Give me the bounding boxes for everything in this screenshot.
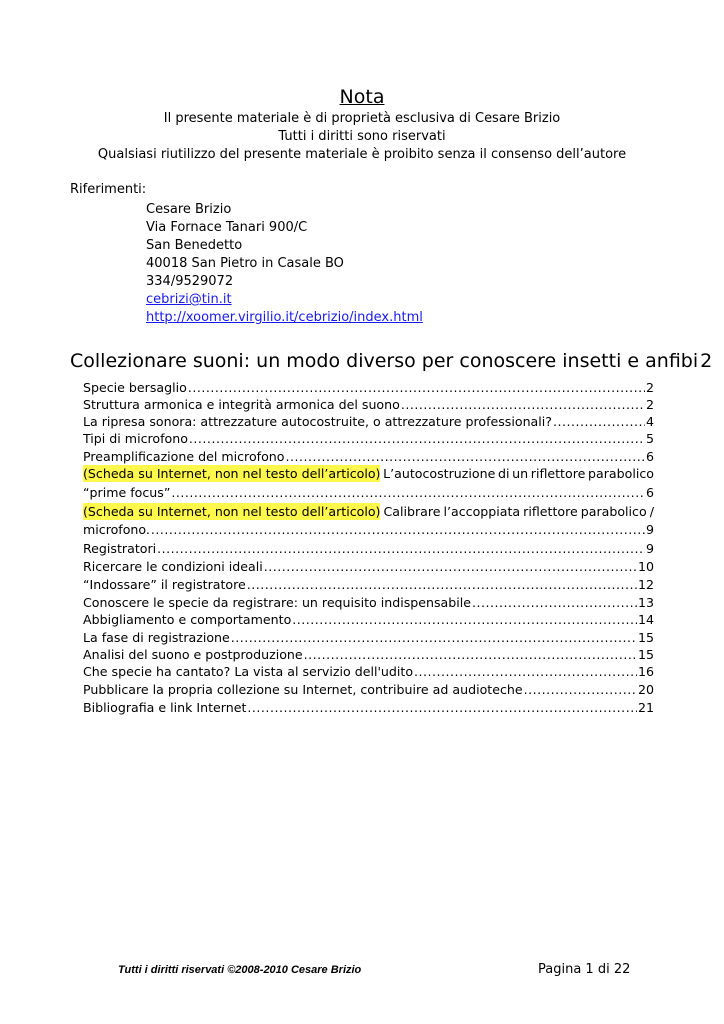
toc-entry[interactable] bbox=[83, 681, 654, 698]
toc-page: 12 bbox=[637, 577, 654, 592]
toc-special1-line2[interactable]: “prime focus” ..... 6 bbox=[83, 484, 654, 501]
toc-main-title: Collezionare suoni: un modo diverso per conoscere insetti e anfibi bbox=[70, 350, 699, 372]
ref-website-link[interactable]: http://xoomer.virgilio.it/cebrizio/index.html bbox=[146, 310, 423, 325]
toc-page: 14 bbox=[637, 612, 654, 627]
toc-entry-title: Abbigliamento e comportamento bbox=[83, 612, 292, 627]
highlight-note: (Scheda su Internet, non nel testo dell’articolo) bbox=[83, 466, 381, 481]
toc-entry-title: Ricercare le condizioni ideali bbox=[83, 559, 263, 574]
toc-entry-title: Registratori bbox=[83, 541, 157, 556]
toc-entry-title: Analisi del suono e postproduzione bbox=[83, 647, 303, 662]
toc-leader bbox=[304, 646, 637, 663]
notice-ownership: Il presente materiale è di proprietà esclusiva di Cesare Brizio bbox=[163, 111, 561, 126]
toc-page: 9 bbox=[645, 522, 654, 537]
toc-entry-title: Bibliografia e link Internet bbox=[83, 700, 247, 715]
toc-entry-title: Specie bersaglio bbox=[83, 380, 187, 395]
notice-reuse: Qualsiasi riutilizzo del presente materiale è proibito senza il consenso dell’autore bbox=[97, 147, 627, 162]
toc-entry[interactable] bbox=[83, 576, 654, 593]
toc-special2-line1[interactable]: (Scheda su Internet, non nel testo dell’articolo) Calibrare l’accoppiata riflettore parabolico / bbox=[83, 504, 654, 519]
toc-page: 21 bbox=[637, 700, 654, 715]
toc-entry-title: Pubblicare la propria collezione su Internet, contribuire ad audioteche bbox=[83, 682, 523, 697]
ref-city: 40018 San Pietro in Casale BO bbox=[146, 256, 344, 271]
toc-leader bbox=[157, 540, 645, 557]
ref-locality: San Benedetto bbox=[146, 238, 243, 253]
toc-page: 9 bbox=[645, 541, 654, 556]
toc-entry-title: Preamplificazione del microfono bbox=[83, 449, 285, 464]
toc-leader bbox=[292, 611, 637, 628]
toc-leader bbox=[524, 681, 637, 698]
toc-entry[interactable] bbox=[83, 558, 654, 575]
toc-entry-title: La ripresa sonora: attrezzature autocostruite, o attrezzature professionali? bbox=[83, 414, 552, 429]
toc-page: 16 bbox=[637, 664, 654, 679]
toc-page: 5 bbox=[645, 431, 654, 446]
toc-entry[interactable] bbox=[83, 663, 654, 680]
toc-entry[interactable] bbox=[83, 430, 654, 447]
note-title: Nota bbox=[339, 86, 385, 108]
toc-entry-title: Conoscere le specie da registrare: un requisito indispensabile bbox=[83, 595, 472, 610]
toc-entry[interactable] bbox=[83, 540, 654, 557]
toc-entry[interactable] bbox=[83, 396, 654, 413]
toc-leader bbox=[231, 629, 637, 646]
toc-entry-title: “Indossare” il registratore bbox=[83, 577, 246, 592]
toc-main-entry[interactable] bbox=[70, 350, 713, 372]
toc-leader bbox=[188, 379, 645, 396]
toc-leader bbox=[247, 576, 637, 593]
toc-page: 13 bbox=[637, 595, 654, 610]
toc-entry[interactable] bbox=[83, 594, 654, 611]
toc-entry[interactable] bbox=[83, 699, 654, 716]
toc-entry-title: Tipi di microfono bbox=[83, 431, 188, 446]
toc-page: 4 bbox=[645, 414, 654, 429]
toc-main-page: 2 bbox=[700, 350, 713, 372]
references-label: Riferimenti: bbox=[70, 182, 147, 197]
toc-leader bbox=[286, 448, 645, 465]
toc-entry[interactable] bbox=[83, 413, 654, 430]
toc-leader bbox=[414, 663, 637, 680]
toc-page: 2 bbox=[645, 397, 654, 412]
toc-leader bbox=[151, 521, 645, 538]
toc-entry[interactable] bbox=[83, 448, 654, 465]
toc-leader bbox=[472, 594, 637, 611]
toc-entry[interactable] bbox=[83, 629, 654, 646]
toc-page: 15 bbox=[637, 647, 654, 662]
ref-email-link[interactable]: cebrizi@tin.it bbox=[146, 292, 232, 307]
toc-entry[interactable] bbox=[83, 611, 654, 628]
footer-copyright: Tutti i diritti riservati ©2008-2010 Cesare Brizio bbox=[118, 964, 362, 976]
ref-street: Via Fornace Tanari 900/C bbox=[146, 220, 308, 235]
toc-entry-title: La fase di registrazione bbox=[83, 630, 230, 645]
toc-page: 6 bbox=[645, 485, 654, 500]
footer-page-number: Pagina 1 di 22 bbox=[538, 962, 631, 977]
toc-entry[interactable] bbox=[83, 379, 654, 396]
highlight-note: (Scheda su Internet, non nel testo dell’articolo) bbox=[83, 504, 381, 519]
ref-name: Cesare Brizio bbox=[146, 202, 232, 217]
toc-special2-line2[interactable]: microfono. ..... 9 bbox=[83, 521, 654, 538]
toc-page: 6 bbox=[645, 449, 654, 464]
toc-leader bbox=[189, 430, 645, 447]
toc-special1-line1[interactable]: (Scheda su Internet, non nel testo dell’articolo) L’autocostruzione di un riflettore parabolico bbox=[83, 466, 654, 481]
toc-leader bbox=[171, 484, 645, 501]
toc-page: 2 bbox=[645, 380, 654, 395]
toc-entry[interactable] bbox=[83, 646, 654, 663]
toc-page: 10 bbox=[637, 559, 654, 574]
toc-page: 15 bbox=[637, 630, 654, 645]
toc-entry-title: Struttura armonica e integrità armonica del suono bbox=[83, 397, 400, 412]
toc-leader bbox=[247, 699, 637, 716]
ref-phone: 334/9529072 bbox=[146, 274, 234, 289]
notice-rights: Tutti i diritti sono riservati bbox=[278, 129, 446, 144]
toc-entry-title: Che specie ha cantato? La vista al servizio dell'udito bbox=[83, 664, 414, 679]
toc-leader bbox=[553, 413, 645, 430]
toc-leader bbox=[264, 558, 637, 575]
toc-leader bbox=[401, 396, 645, 413]
toc-page: 20 bbox=[637, 682, 654, 697]
